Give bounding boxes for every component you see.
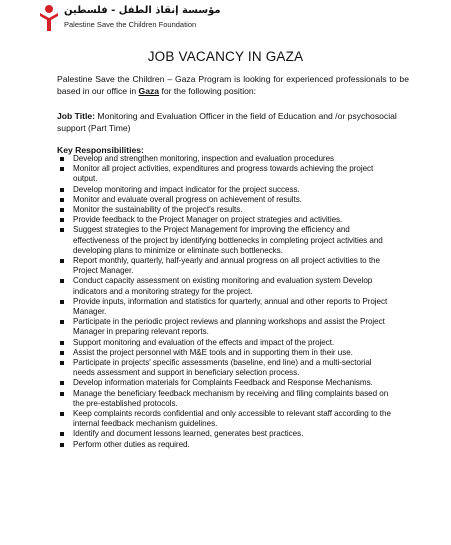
list-item: Develop information materials for Complaints Feedback and Response Mechanisms. xyxy=(57,378,395,388)
list-item: Participate in the periodic project reviews and planning workshops and assist the Project Manager in preparing relevant reports. xyxy=(57,317,395,337)
list-item: Develop monitoring and impact indicator for the project success. xyxy=(57,185,395,195)
list-item: Develop and strengthen monitoring, inspection and evaluation procedures xyxy=(57,154,395,164)
list-item: Monitor all project activities, expenditures and progress towards achieving the project output. xyxy=(57,164,395,184)
page-title: JOB VACANCY IN GAZA xyxy=(147,49,304,64)
intro-paragraph xyxy=(57,73,409,97)
list-item: Assist the project personnel with M&E tools and in supporting them in their use. xyxy=(57,348,395,358)
job-title-label: Job Title: xyxy=(57,111,96,121)
list-item: Participate in projects' specific assessments (baseline, end line) and a multi-sectorial needs assessment and support in beneficiary selection process. xyxy=(57,358,395,378)
intro-text-before: Palestine Save the Children – Gaza Program is looking for experienced professionals to be based in our office in xyxy=(57,74,409,96)
list-item: Support monitoring and evaluation of the effects and impact of the project. xyxy=(57,338,395,348)
list-item: Manage the beneficiary feedback mechanism by receiving and filing complaints based on the pre-established protocols. xyxy=(57,389,395,409)
list-item: Keep complaints records confidential and only accessible to relevant staff according to the internal feedback mechanism guidelines. xyxy=(57,409,395,429)
responsibilities-list xyxy=(57,154,395,450)
list-item: Identify and document lessons learned, generates best practices. xyxy=(57,429,395,439)
intro-text-after: for the following position: xyxy=(159,86,257,96)
list-item: Provide feedback to the Project Manager on project strategies and activities. xyxy=(57,215,395,225)
job-title-value: Monitoring and Evaluation Officer in the field of Education and /or psychosocial support (Part Time) xyxy=(57,111,397,133)
list-item: Monitor and evaluate overall progress on achievement of results. xyxy=(57,195,395,205)
organization-logo xyxy=(38,4,268,34)
job-title-line xyxy=(57,110,409,134)
responsibilities-heading: Key Responsibilities: xyxy=(57,145,144,155)
list-item: Provide inputs, information and statistics for quarterly, annual and other reports to Project Manager. xyxy=(57,297,395,317)
list-item: Conduct capacity assessment on existing monitoring and evaluation system Develop indicators and a monitoring strategy for the project. xyxy=(57,276,395,296)
intro-location: Gaza xyxy=(138,86,160,96)
child-figure-icon xyxy=(38,4,60,32)
list-item: Report monthly, quarterly, half-yearly and annual progress on all project activities to the Project Manager. xyxy=(57,256,395,276)
logo-arabic-text: مؤسسة إنقاذ الطفل - فلسطين xyxy=(64,5,221,16)
logo-english-text: Palestine Save the Children Foundation xyxy=(64,20,197,29)
list-item: Monitor the sustainability of the project's results. xyxy=(57,205,395,215)
list-item: Perform other duties as required. xyxy=(57,440,395,450)
list-item: Suggest strategies to the Project Management for improving the efficiency and effectiveness of the project by identifying bottlenecks in completing project activities and developing plans to minimize or eliminate such bottlenecks. xyxy=(57,225,395,256)
